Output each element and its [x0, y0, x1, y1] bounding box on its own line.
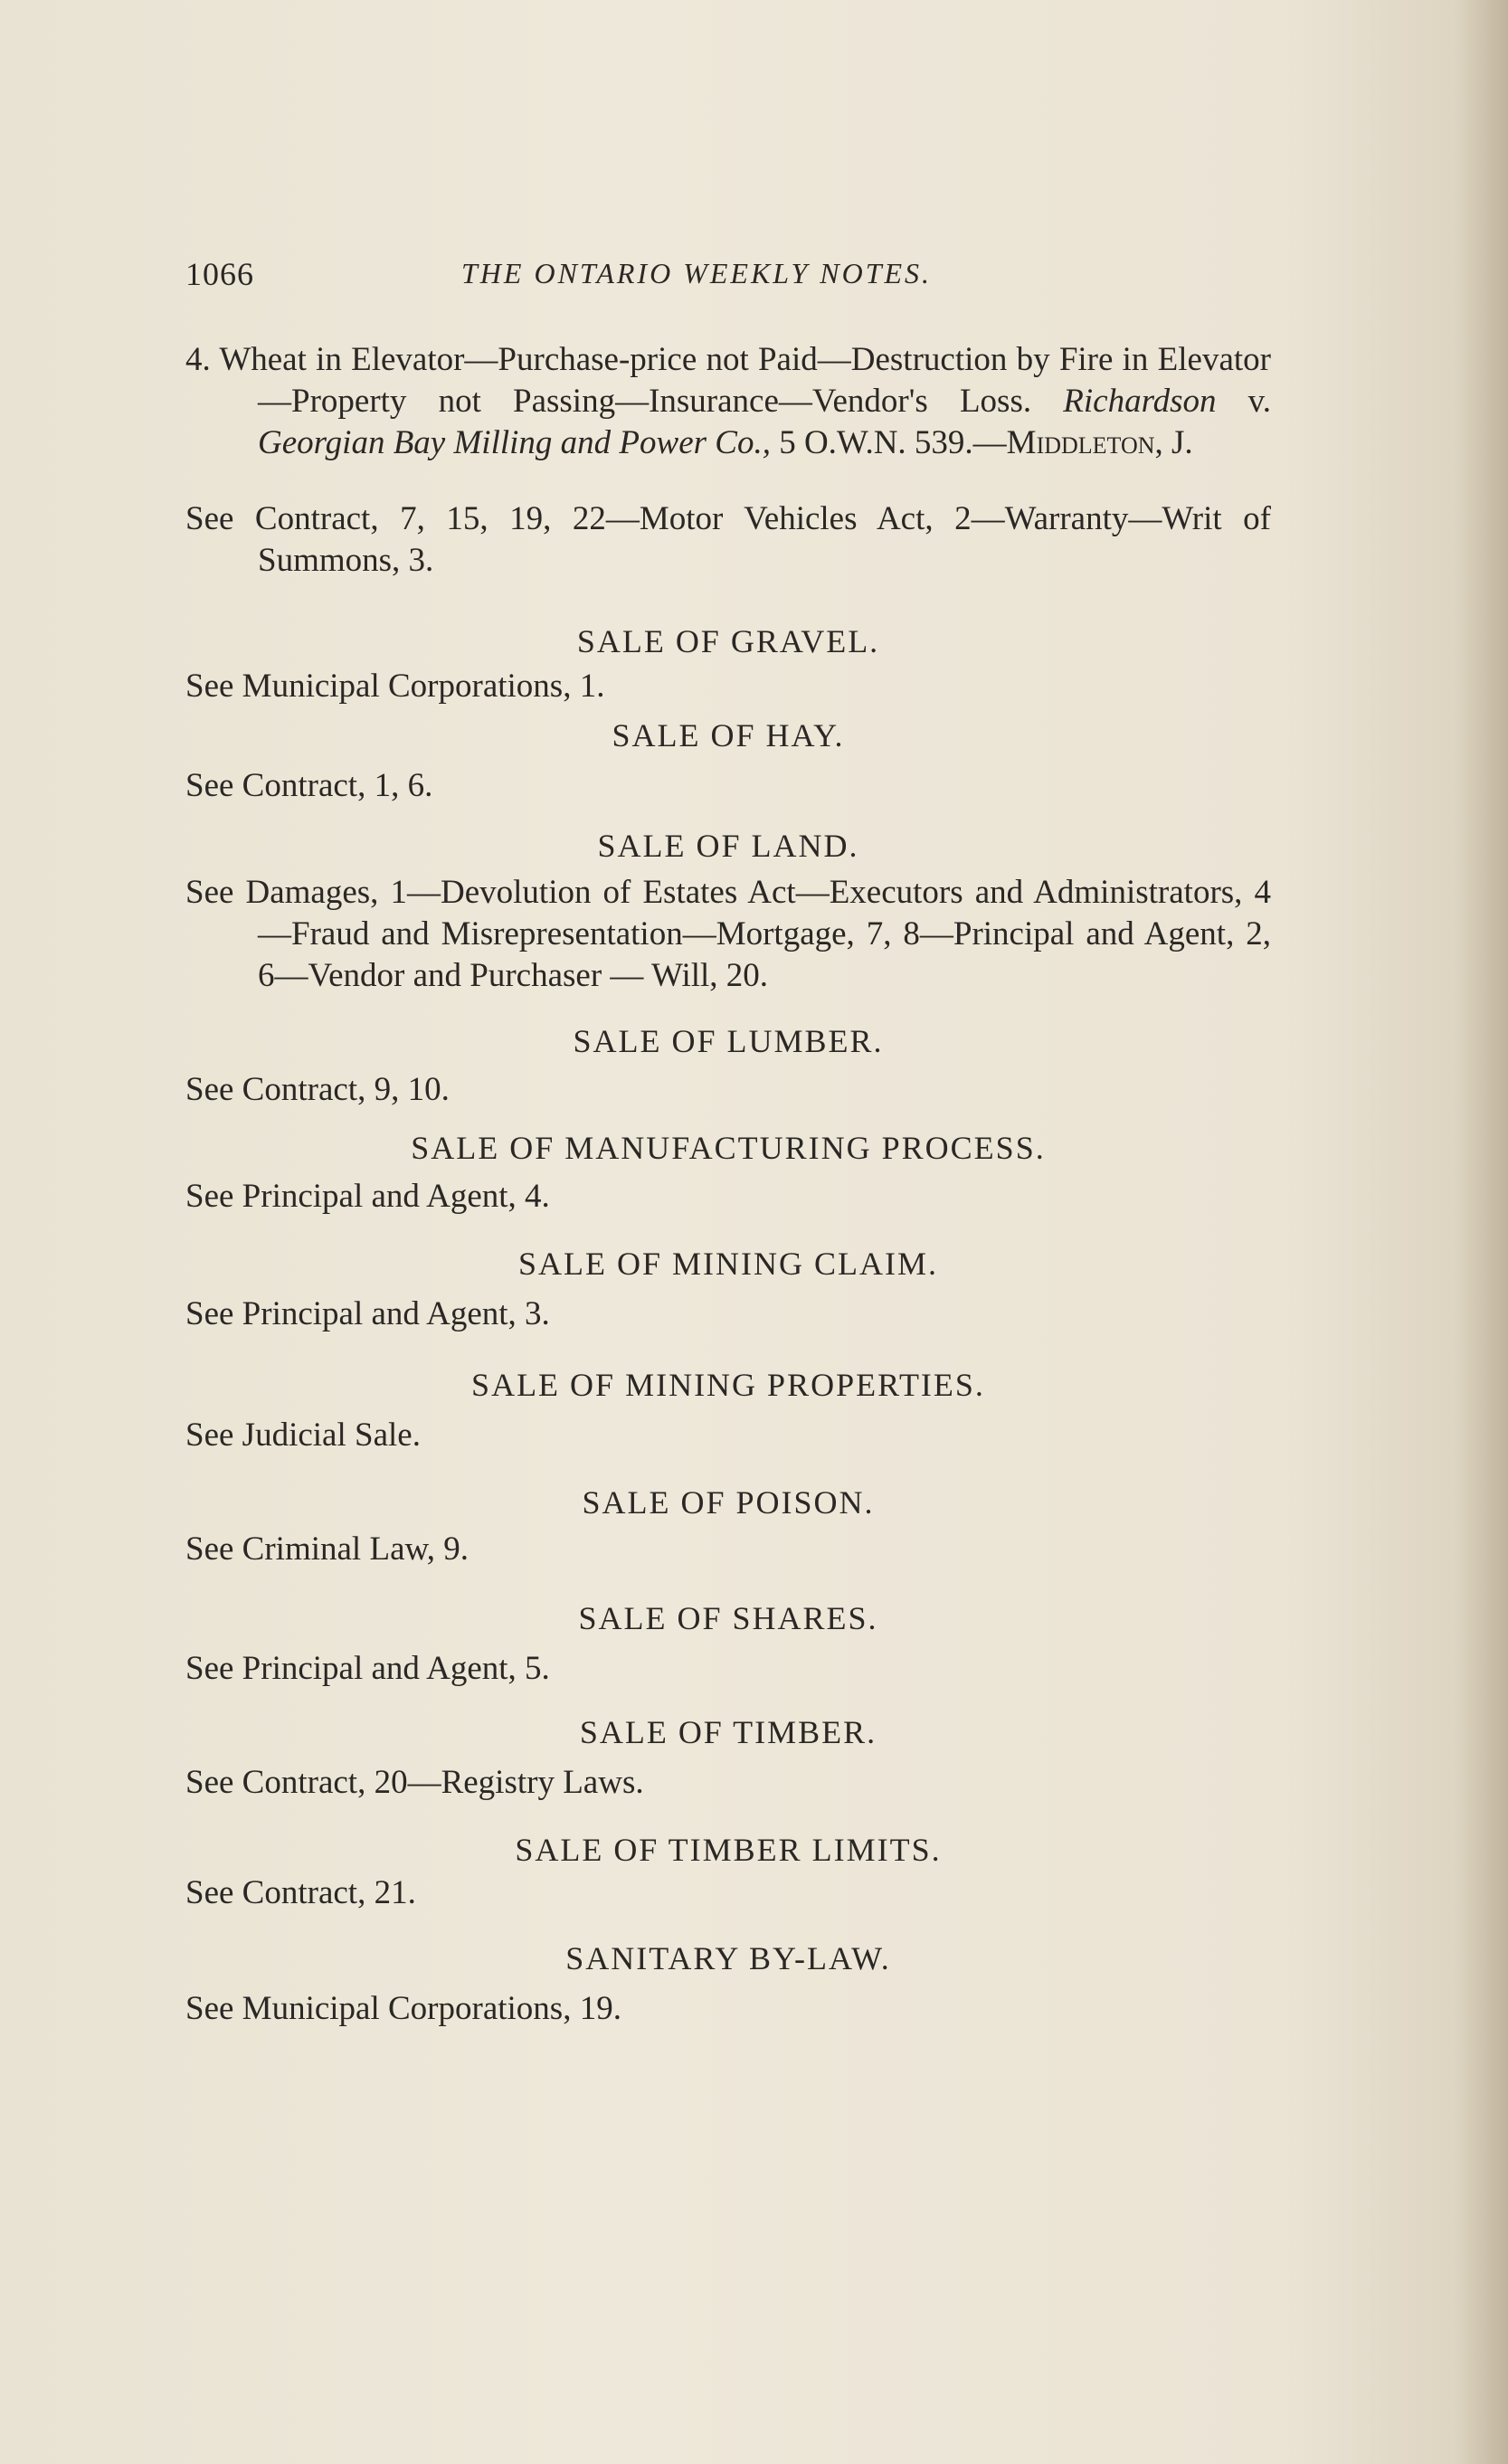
- ref-sale-of-mining-properties: See Judicial Sale.: [185, 1417, 421, 1454]
- heading-sale-of-timber: SALE OF TIMBER.: [579, 1714, 877, 1750]
- heading-sale-of-timber-limits: SALE OF TIMBER LIMITS.: [515, 1832, 942, 1868]
- ref-sale-of-lumber: See Contract, 9, 10.: [185, 1071, 450, 1108]
- ref-sale-of-land: See Damages, 1—Devolution of Estates Act—Executors and Administrators, 4—Fraud and Misrepresentation—Mortgage, 7, 8—Principal and Agent, 2, 6—Vendor and Purchaser — Will, 20.: [185, 874, 1271, 994]
- heading-sale-of-mining-claim: SALE OF MINING CLAIM.: [518, 1246, 938, 1282]
- judge-suffix: , J.: [1154, 424, 1193, 461]
- page-number: 1066: [185, 256, 254, 292]
- judge-name: Middleton: [1006, 424, 1155, 461]
- ref-sale-of-timber-limits: See Contract, 21.: [185, 1874, 416, 1911]
- heading-sale-of-shares: SALE OF SHARES.: [578, 1600, 878, 1636]
- case-versus: v.: [1216, 383, 1271, 420]
- heading-sanitary-by-law: SANITARY BY-LAW.: [565, 1940, 891, 1976]
- ref-sale-of-poison: See Criminal Law, 9.: [185, 1531, 469, 1568]
- heading-sale-of-manufacturing-process: SALE OF MANUFACTURING PROCESS.: [411, 1130, 1046, 1166]
- case-defendant: Georgian Bay Milling and Power Co.,: [258, 424, 771, 461]
- see-also-cross-reference: See Contract, 7, 15, 19, 22—Motor Vehicles Act, 2—Warranty—Writ of Summons, 3.: [185, 500, 1271, 579]
- ref-sanitary-by-law: See Municipal Corporations, 19.: [185, 1990, 621, 2027]
- heading-sale-of-poison: SALE OF POISON.: [582, 1484, 875, 1521]
- item-4-wheat-in-elevator: [185, 339, 1271, 464]
- case-citation: 5 O.W.N. 539.—: [770, 424, 1007, 461]
- heading-sale-of-gravel: SALE OF GRAVEL.: [576, 623, 880, 659]
- heading-sale-of-lumber: SALE OF LUMBER.: [573, 1023, 884, 1059]
- ref-sale-of-mining-claim: See Principal and Agent, 3.: [185, 1295, 550, 1332]
- ref-sale-of-shares: See Principal and Agent, 5.: [185, 1650, 550, 1687]
- ref-sale-of-gravel: See Municipal Corporations, 1.: [185, 668, 605, 705]
- item-number: 4.: [185, 341, 211, 378]
- item-text: Wheat in Elevator—Purchase-price not Paid—Destruction by Fire in Elevator—Property not Passing—Insurance—Vendor's Loss.: [219, 341, 1271, 420]
- ref-sale-of-manufacturing-process: See Principal and Agent, 4.: [185, 1178, 550, 1215]
- page-edge-shadow: [1454, 0, 1508, 2464]
- ref-sale-of-timber: See Contract, 20—Registry Laws.: [185, 1764, 644, 1801]
- page-content: [185, 339, 1271, 2030]
- heading-sale-of-mining-properties: SALE OF MINING PROPERTIES.: [471, 1367, 985, 1403]
- case-plaintiff: Richardson: [1063, 383, 1217, 420]
- ref-sale-of-hay: See Contract, 1, 6.: [185, 767, 433, 804]
- heading-sale-of-land: SALE OF LAND.: [597, 828, 859, 864]
- page-header: [185, 255, 1271, 300]
- heading-sale-of-hay: SALE OF HAY.: [612, 717, 845, 753]
- running-title: THE ONTARIO WEEKLY NOTES.: [461, 257, 933, 289]
